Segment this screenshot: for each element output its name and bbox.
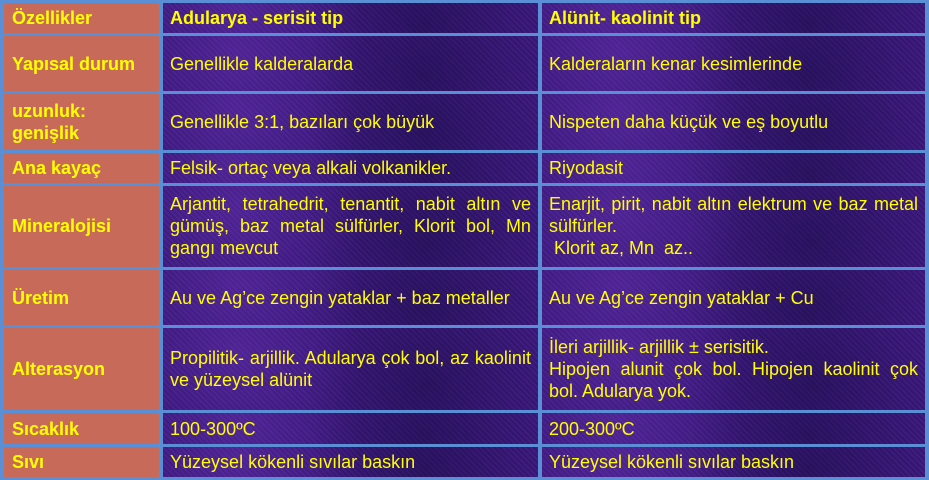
table-row	[4, 413, 925, 443]
alunite-cell	[542, 328, 925, 410]
alunite-cell-line: Klorit az, Mn az..	[548, 238, 693, 259]
alunite-cell	[542, 186, 925, 267]
row-label: Alterasyon	[4, 328, 159, 410]
header-label-cell: Özellikler	[4, 3, 159, 33]
adularia-cell: Genellikle 3:1, bazıları çok büyük	[163, 94, 538, 149]
table-header-row	[4, 3, 925, 33]
alunite-cell: Kalderaların kenar kesimlerinde	[542, 36, 925, 91]
row-label: Üretim	[4, 270, 159, 325]
header-adularia-cell: Adularya - serisit tip	[163, 3, 538, 33]
adularia-cell: Felsik- ortaç veya alkali volkanikler.	[163, 153, 538, 183]
table-row	[4, 270, 925, 325]
row-label: Ana kayaç	[4, 153, 159, 183]
header-alunite-cell: Alünit- kaolinit tip	[542, 3, 925, 33]
table-row	[4, 328, 925, 410]
row-label: Sıvı	[4, 447, 159, 477]
alunite-cell-line: Hipojen alunit çok bol. Hipojen kaolinit çok bol. Adularya yok.	[548, 359, 918, 402]
alunite-cell-line: Enarjit, pirit, nabit altın elektrum ve baz metal sülfürler.	[548, 194, 918, 237]
table-row	[4, 36, 925, 91]
alunite-cell: Nispeten daha küçük ve eş boyutlu	[542, 94, 925, 149]
alunite-cell: 200-300ºC	[542, 413, 925, 443]
adularia-cell: Propilitik- arjillik. Adularya çok bol, az kaolinit ve yüzeysel alünit	[163, 328, 538, 410]
adularia-cell: Au ve Ag’ce zengin yataklar + baz metaller	[163, 270, 538, 325]
row-label: Sıcaklık	[4, 413, 159, 443]
row-label: Mineralojisi	[4, 186, 159, 267]
alunite-cell: Yüzeysel kökenli sıvılar baskın	[542, 447, 925, 477]
adularia-cell: Arjantit, tetrahedrit, tenantit, nabit altın ve gümüş, baz metal sülfürler, Klorit bol, Mn gangı mevcut	[163, 186, 538, 267]
alunite-cell: Au ve Ag’ce zengin yataklar + Cu	[542, 270, 925, 325]
adularia-cell: Genellikle kalderalarda	[163, 36, 538, 91]
row-label: uzunluk: genişlik	[4, 94, 159, 149]
alunite-cell: Riyodasit	[542, 153, 925, 183]
table-row	[4, 153, 925, 183]
alunite-cell-line: İleri arjillik- arjillik ± serisitik.	[548, 337, 769, 358]
table-row	[4, 94, 925, 149]
row-label: Yapısal durum	[4, 36, 159, 91]
table-row	[4, 447, 925, 477]
adularia-cell: 100-300ºC	[163, 413, 538, 443]
adularia-cell: Yüzeysel kökenli sıvılar baskın	[163, 447, 538, 477]
table-row	[4, 186, 925, 267]
